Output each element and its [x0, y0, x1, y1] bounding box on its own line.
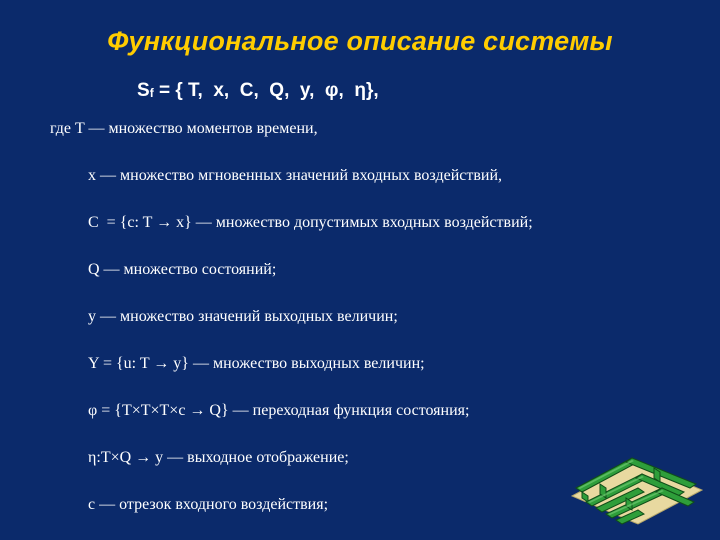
- system-formula: [137, 80, 379, 102]
- definition-line-q: Q — множество состояний;: [88, 261, 277, 278]
- definition-line-t: где T — множество моментов времени,: [50, 120, 318, 137]
- definition-line-x: x — множество мгновенных значений входных воздействий,: [88, 167, 503, 184]
- slide-title: Функциональное описание системы: [107, 26, 613, 56]
- definition-line-y-set: Y = {u: T → y} — множество выходных величин;: [88, 355, 425, 372]
- definition-line-phi: φ = {T×T×T×c → Q} — переходная функция состояния;: [88, 402, 470, 419]
- definition-line-c: C = {c: T → x} — множество допустимых входных воздействий;: [88, 214, 533, 231]
- definition-line-eta: η:T×Q → y — выходное отображение;: [88, 449, 349, 466]
- definition-line-segment: c — отрезок входного воздействия;: [88, 496, 329, 513]
- formula-subscript: f: [149, 86, 154, 100]
- definition-line-y: y — множество значений выходных величин;: [88, 308, 398, 325]
- formula-symbol: S: [137, 80, 150, 101]
- maze-icon: [566, 444, 706, 526]
- formula-body: = { T, x, C, Q, y, φ, η},: [153, 80, 379, 101]
